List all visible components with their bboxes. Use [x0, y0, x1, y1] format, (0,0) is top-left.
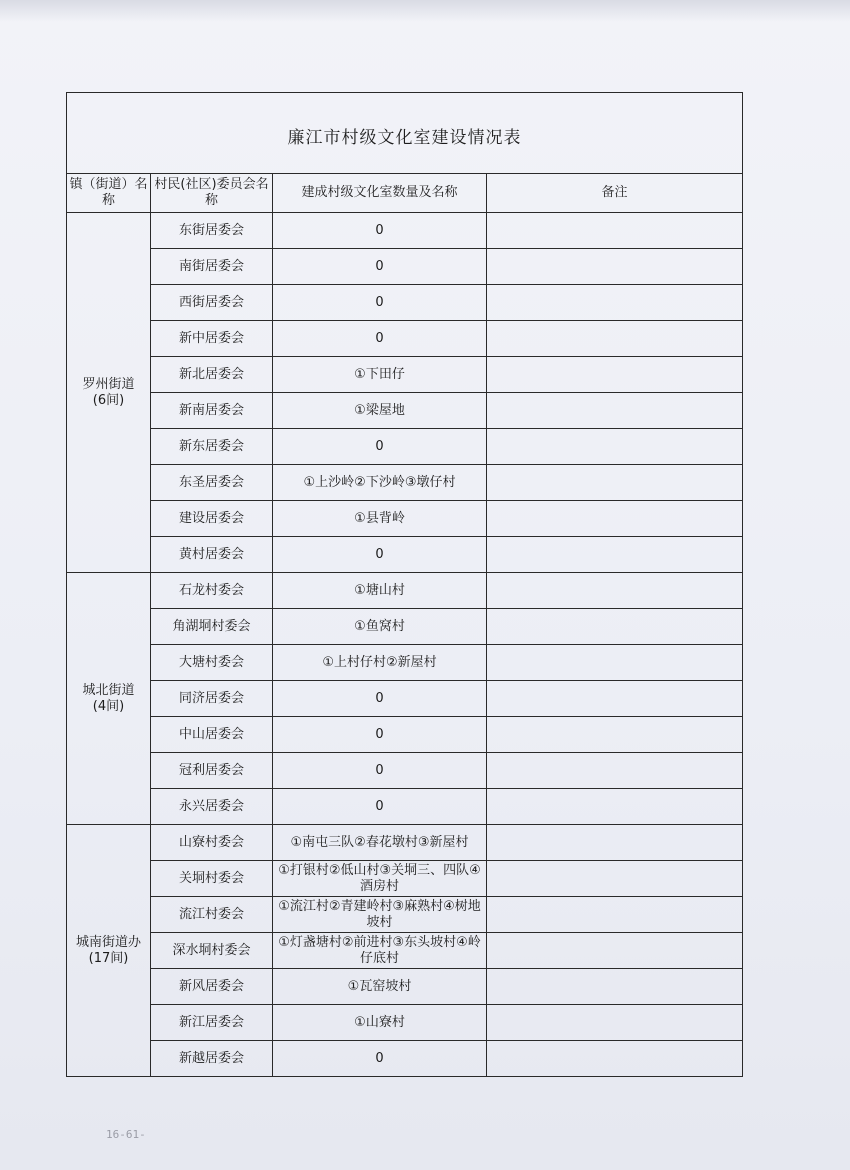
room-names: ①打银村②低山村③关垌三、四队④酒房村	[273, 861, 487, 897]
table-row	[67, 429, 743, 465]
header-remarks: 备注	[487, 174, 743, 213]
table-row	[67, 609, 743, 645]
town-cell-chengbei	[67, 573, 151, 825]
table-row	[67, 717, 743, 753]
committee-name: 新越居委会	[151, 1041, 273, 1077]
culture-room-table	[66, 92, 743, 1077]
remarks-cell	[487, 753, 743, 789]
table-row	[67, 933, 743, 969]
table-row	[67, 213, 743, 249]
remarks-cell	[487, 681, 743, 717]
remarks-cell	[487, 393, 743, 429]
committee-name: 新中居委会	[151, 321, 273, 357]
remarks-cell	[487, 573, 743, 609]
table-body	[67, 213, 743, 1077]
remarks-cell	[487, 1005, 743, 1041]
room-names: ①塘山村	[273, 573, 487, 609]
committee-name: 深水垌村委会	[151, 933, 273, 969]
table-row	[67, 861, 743, 897]
scan-edge-shadow	[0, 0, 850, 22]
committee-name: 关垌村委会	[151, 861, 273, 897]
remarks-cell	[487, 429, 743, 465]
table-row	[67, 681, 743, 717]
table-row	[67, 285, 743, 321]
room-names: ①流江村②青建岭村③麻熟村④树地坡村	[273, 897, 487, 933]
room-names: 0	[273, 753, 487, 789]
table-row	[67, 249, 743, 285]
room-names: 0	[273, 321, 487, 357]
room-names: ①鱼窝村	[273, 609, 487, 645]
remarks-cell	[487, 825, 743, 861]
header-rooms: 建成村级文化室数量及名称	[273, 174, 487, 213]
room-names: 0	[273, 249, 487, 285]
remarks-cell	[487, 645, 743, 681]
table-row	[67, 753, 743, 789]
remarks-cell	[487, 501, 743, 537]
header-row	[67, 174, 743, 213]
table-row	[67, 969, 743, 1005]
remarks-cell	[487, 357, 743, 393]
table-row	[67, 897, 743, 933]
room-names: ①上村仔村②新屋村	[273, 645, 487, 681]
committee-name: 建设居委会	[151, 501, 273, 537]
remarks-cell	[487, 213, 743, 249]
committee-name: 西街居委会	[151, 285, 273, 321]
committee-name: 流江村委会	[151, 897, 273, 933]
town-count: (4间)	[92, 698, 125, 714]
room-names: 0	[273, 717, 487, 753]
committee-name: 新风居委会	[151, 969, 273, 1005]
remarks-cell	[487, 861, 743, 897]
table-row	[67, 1005, 743, 1041]
table-row	[67, 321, 743, 357]
remarks-cell	[487, 285, 743, 321]
committee-name: 东街居委会	[151, 213, 273, 249]
committee-name: 角湖垌村委会	[151, 609, 273, 645]
town-count: (17间)	[88, 950, 129, 966]
committee-name: 冠利居委会	[151, 753, 273, 789]
town-cell-luozhou	[67, 213, 151, 573]
remarks-cell	[487, 969, 743, 1005]
remarks-cell	[487, 789, 743, 825]
room-names: ①瓦窑坡村	[273, 969, 487, 1005]
committee-name: 新东居委会	[151, 429, 273, 465]
committee-name: 南街居委会	[151, 249, 273, 285]
table-row	[67, 537, 743, 573]
committee-name: 黄村居委会	[151, 537, 273, 573]
town-name: 罗州街道	[82, 376, 135, 392]
table-row	[67, 645, 743, 681]
remarks-cell	[487, 465, 743, 501]
room-names: 0	[273, 789, 487, 825]
room-names: ①山寮村	[273, 1005, 487, 1041]
room-names: 0	[273, 681, 487, 717]
table-row	[67, 357, 743, 393]
town-count: (6间)	[92, 392, 125, 408]
header-committee: 村民(社区)委员会名称	[151, 174, 273, 213]
table-title: 廉江市村级文化室建设情况表	[67, 93, 743, 174]
room-names: ①上沙岭②下沙岭③墩仔村	[273, 465, 487, 501]
room-names: ①县背岭	[273, 501, 487, 537]
room-names: 0	[273, 429, 487, 465]
table-row	[67, 501, 743, 537]
committee-name: 东圣居委会	[151, 465, 273, 501]
table-row	[67, 789, 743, 825]
table-row	[67, 393, 743, 429]
remarks-cell	[487, 321, 743, 357]
room-names: ①灯盏塘村②前进村③东头坡村④岭仔底村	[273, 933, 487, 969]
committee-name: 新北居委会	[151, 357, 273, 393]
committee-name: 同济居委会	[151, 681, 273, 717]
room-names: ①下田仔	[273, 357, 487, 393]
room-names: 0	[273, 213, 487, 249]
committee-name: 石龙村委会	[151, 573, 273, 609]
remarks-cell	[487, 897, 743, 933]
remarks-cell	[487, 933, 743, 969]
committee-name: 山寮村委会	[151, 825, 273, 861]
room-names: ①南屯三队②春花墩村③新屋村	[273, 825, 487, 861]
remarks-cell	[487, 249, 743, 285]
room-names: ①梁屋地	[273, 393, 487, 429]
town-name: 城南街道办	[75, 934, 141, 950]
room-names: 0	[273, 1041, 487, 1077]
committee-name: 新江居委会	[151, 1005, 273, 1041]
remarks-cell	[487, 717, 743, 753]
committee-name: 中山居委会	[151, 717, 273, 753]
town-name: 城北街道	[82, 682, 135, 698]
committee-name: 大塘村委会	[151, 645, 273, 681]
remarks-cell	[487, 537, 743, 573]
remarks-cell	[487, 609, 743, 645]
town-cell-chengnan	[67, 825, 151, 1077]
committee-name: 永兴居委会	[151, 789, 273, 825]
header-town: 镇（街道）名称	[67, 174, 151, 213]
room-names: 0	[273, 537, 487, 573]
table-row	[67, 825, 743, 861]
committee-name: 新南居委会	[151, 393, 273, 429]
page-footer-mark: 16-61-	[106, 1128, 146, 1141]
table-row	[67, 573, 743, 609]
table-row	[67, 465, 743, 501]
table-row	[67, 1041, 743, 1077]
room-names: 0	[273, 285, 487, 321]
remarks-cell	[487, 1041, 743, 1077]
